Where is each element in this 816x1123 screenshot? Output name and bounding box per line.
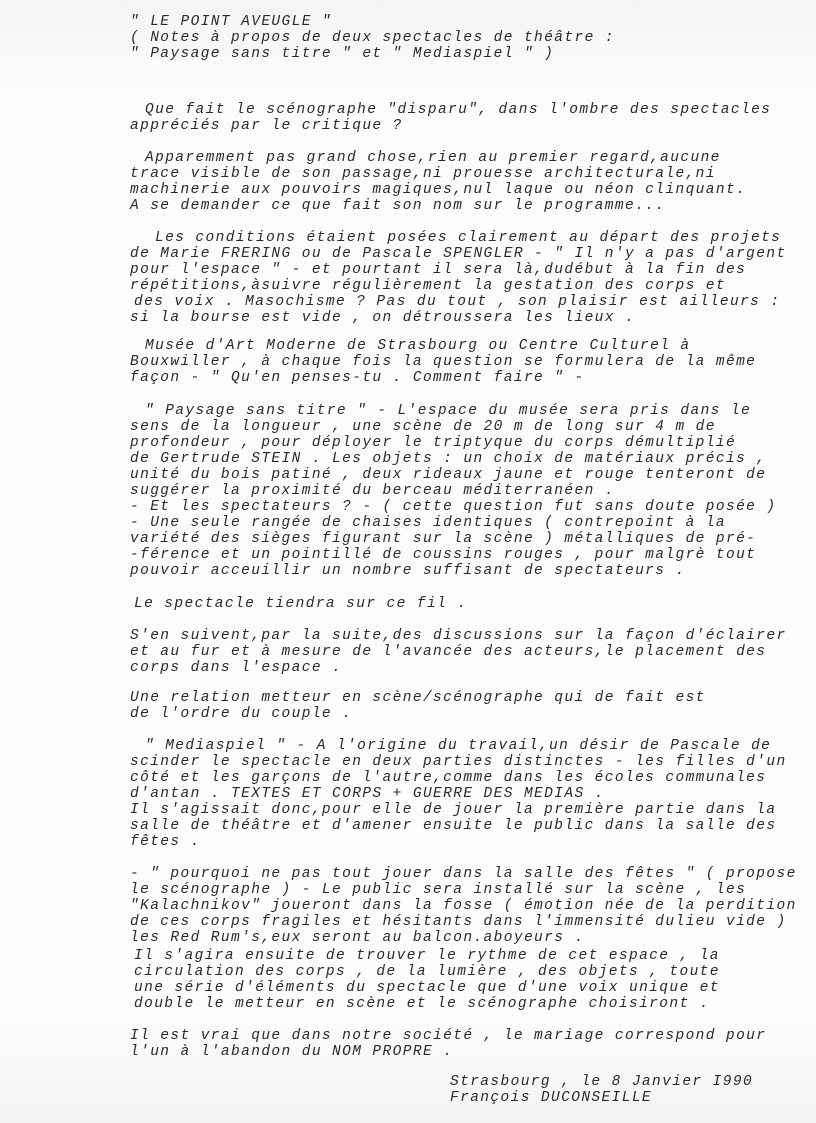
paragraph-conditions-line: si la bourse est vide , on détroussera les lieux . xyxy=(130,310,636,326)
paragraph-paysage-line: " Paysage sans titre " - L'espace du musée sera pris dans le xyxy=(145,403,752,419)
paragraph-question-line: appréciés par le critique ? xyxy=(130,118,403,134)
title-line: ( Notes à propos de deux spectacles de théâtre : xyxy=(130,30,615,46)
paragraph-mediaspiel-line: scinder le spectacle en deux parties distinctes - les filles d'un xyxy=(130,754,787,770)
signature-line: Strasbourg , le 8 Janvier I990 xyxy=(450,1074,754,1090)
title-line: " LE POINT AVEUGLE " xyxy=(130,14,333,30)
signature-line: François DUCONSEILLE xyxy=(450,1090,653,1106)
paragraph-pourquoi-line: "Kalachnikov" joueront dans la fosse ( émotion née de la perdition xyxy=(130,898,797,914)
paragraph-paysage-line: unité du bois patiné , deux rideaux jaune et rouge tenteront de xyxy=(130,467,767,483)
paragraph-musee-line: Bouxwiller , à chaque fois la question se formulera de la même xyxy=(130,354,757,370)
paragraph-suivent-line: S'en suivent,par la suite,des discussions sur la façon d'éclairer xyxy=(130,628,787,644)
paragraph-paysage-line: - Et les spectateurs ? - ( cette question fut sans doute posée ) xyxy=(130,499,777,515)
paragraph-paysage-line: de Gertrude STEIN . Les objets : un choix de matériaux précis , xyxy=(130,451,767,467)
paragraph-apparemment-line: machinerie aux pouvoirs magiques,nul laque ou néon clinquant. xyxy=(130,182,747,198)
paragraph-relation-line: Une relation metteur en scène/scénographe qui de fait est xyxy=(130,690,706,706)
paragraph-pourquoi-line: - " pourquoi ne pas tout jouer dans la salle des fêtes " ( propose xyxy=(130,866,797,882)
paragraph-relation-line: de l'ordre du couple . xyxy=(130,706,353,722)
paragraph-conditions-line: des voix . Masochisme ? Pas du tout , son plaisir est ailleurs : xyxy=(134,294,781,310)
paragraph-musee-line: façon - " Qu'en penses-tu . Comment faire " - xyxy=(130,370,585,386)
paragraph-vrai-line: Il est vrai que dans notre société , le mariage correspond pour xyxy=(130,1028,767,1044)
paragraph-paysage-line: - Une seule rangée de chaises identiques ( contrepoint à la xyxy=(130,515,726,531)
paragraph-paysage-line: pouvoir acceuillir un nombre suffisant de spectateurs . xyxy=(130,563,686,579)
paragraph-paysage-line: sens de la longueur , une scène de 20 m de long sur 4 m de xyxy=(130,419,716,435)
paragraph-mediaspiel-line: salle de théâtre et d'amener ensuite le public dans la salle des xyxy=(130,818,777,834)
paragraph-pourquoi-line: de ces corps fragiles et hésitants dans l'immensité dulieu vide ) xyxy=(130,914,787,930)
paragraph-suivent-line: et au fur et à mesure de l'avancée des acteurs,le placement des xyxy=(130,644,767,660)
paragraph-conditions-line: Les conditions étaient posées clairement au départ des projets xyxy=(155,230,782,246)
paragraph-conditions-line: répétitions,àsuivre régulièrement la gestation des corps et xyxy=(130,278,726,294)
paragraph-vrai-line: l'un à l'abandon du NOM PROPRE . xyxy=(130,1044,454,1060)
paragraph-conditions-line: de Marie FRERING ou de Pascale SPENGLER - " Il n'y a pas d'argent xyxy=(130,246,787,262)
paragraph-paysage-line: suggérer la proximité du berceau méditerranéen . xyxy=(130,483,615,499)
paragraph-paysage-line: profondeur , pour déployer le triptyque du corps démultiplié xyxy=(130,435,737,451)
paragraph-mediaspiel-line: " Mediaspiel " - A l'origine du travail,un désir de Pascale de xyxy=(145,738,772,754)
paragraph-suivent-line: corps dans l'espace . xyxy=(130,660,343,676)
paragraph-apparemment-line: trace visible de son passage,ni prouesse architecturale,ni xyxy=(130,166,716,182)
paragraph-pourquoi-line: les Red Rum's,eux seront au balcon.aboyeurs . xyxy=(130,930,585,946)
paragraph-mediaspiel-line: Il s'agissait donc,pour elle de jouer la première partie dans la xyxy=(130,802,777,818)
title-line: " Paysage sans titre " et " Mediaspiel " ) xyxy=(130,46,555,62)
paragraph-musee-line: Musée d'Art Moderne de Strasbourg ou Centre Culturel à xyxy=(145,338,691,354)
paragraph-question-line: Que fait le scénographe "disparu", dans l'ombre des spectacles xyxy=(145,102,772,118)
paragraph-pourquoi-line: le scénographe ) - Le public sera installé sur la scène , les xyxy=(130,882,747,898)
paragraph-conditions-line: pour l'espace " - et pourtant il sera là,dudébut à la fin des xyxy=(130,262,747,278)
paragraph-paysage-line: variété des sièges figurant sur la scène ) métalliques de pré- xyxy=(130,531,757,547)
paragraph-agira-line: circulation des corps , de la lumière , des objets , toute xyxy=(134,964,720,980)
paragraph-apparemment-line: A se demander ce que fait son nom sur le programme... xyxy=(130,198,666,214)
paragraph-mediaspiel-line: côté et les garçons de l'autre,comme dans les écoles communales xyxy=(130,770,767,786)
paragraph-paysage-line: -férence et un pointillé de coussins rouges , pour malgrè tout xyxy=(130,547,757,563)
paragraph-agira-line: Il s'agira ensuite de trouver le rythme de cet espace , la xyxy=(134,948,720,964)
paragraph-agira-line: double le metteur en scène et le scénographe choisiront . xyxy=(134,996,710,1012)
paragraph-agira-line: une série d'éléments du spectacle que d'une voix unique et xyxy=(134,980,720,996)
paragraph-fil-line: Le spectacle tiendra sur ce fil . xyxy=(134,596,468,612)
paragraph-apparemment-line: Apparemment pas grand chose,rien au premier regard,aucune xyxy=(145,150,721,166)
paragraph-mediaspiel-line: fêtes . xyxy=(130,834,201,850)
paragraph-mediaspiel-line: d'antan . TEXTES ET CORPS + GUERRE DES MEDIAS . xyxy=(130,786,605,802)
